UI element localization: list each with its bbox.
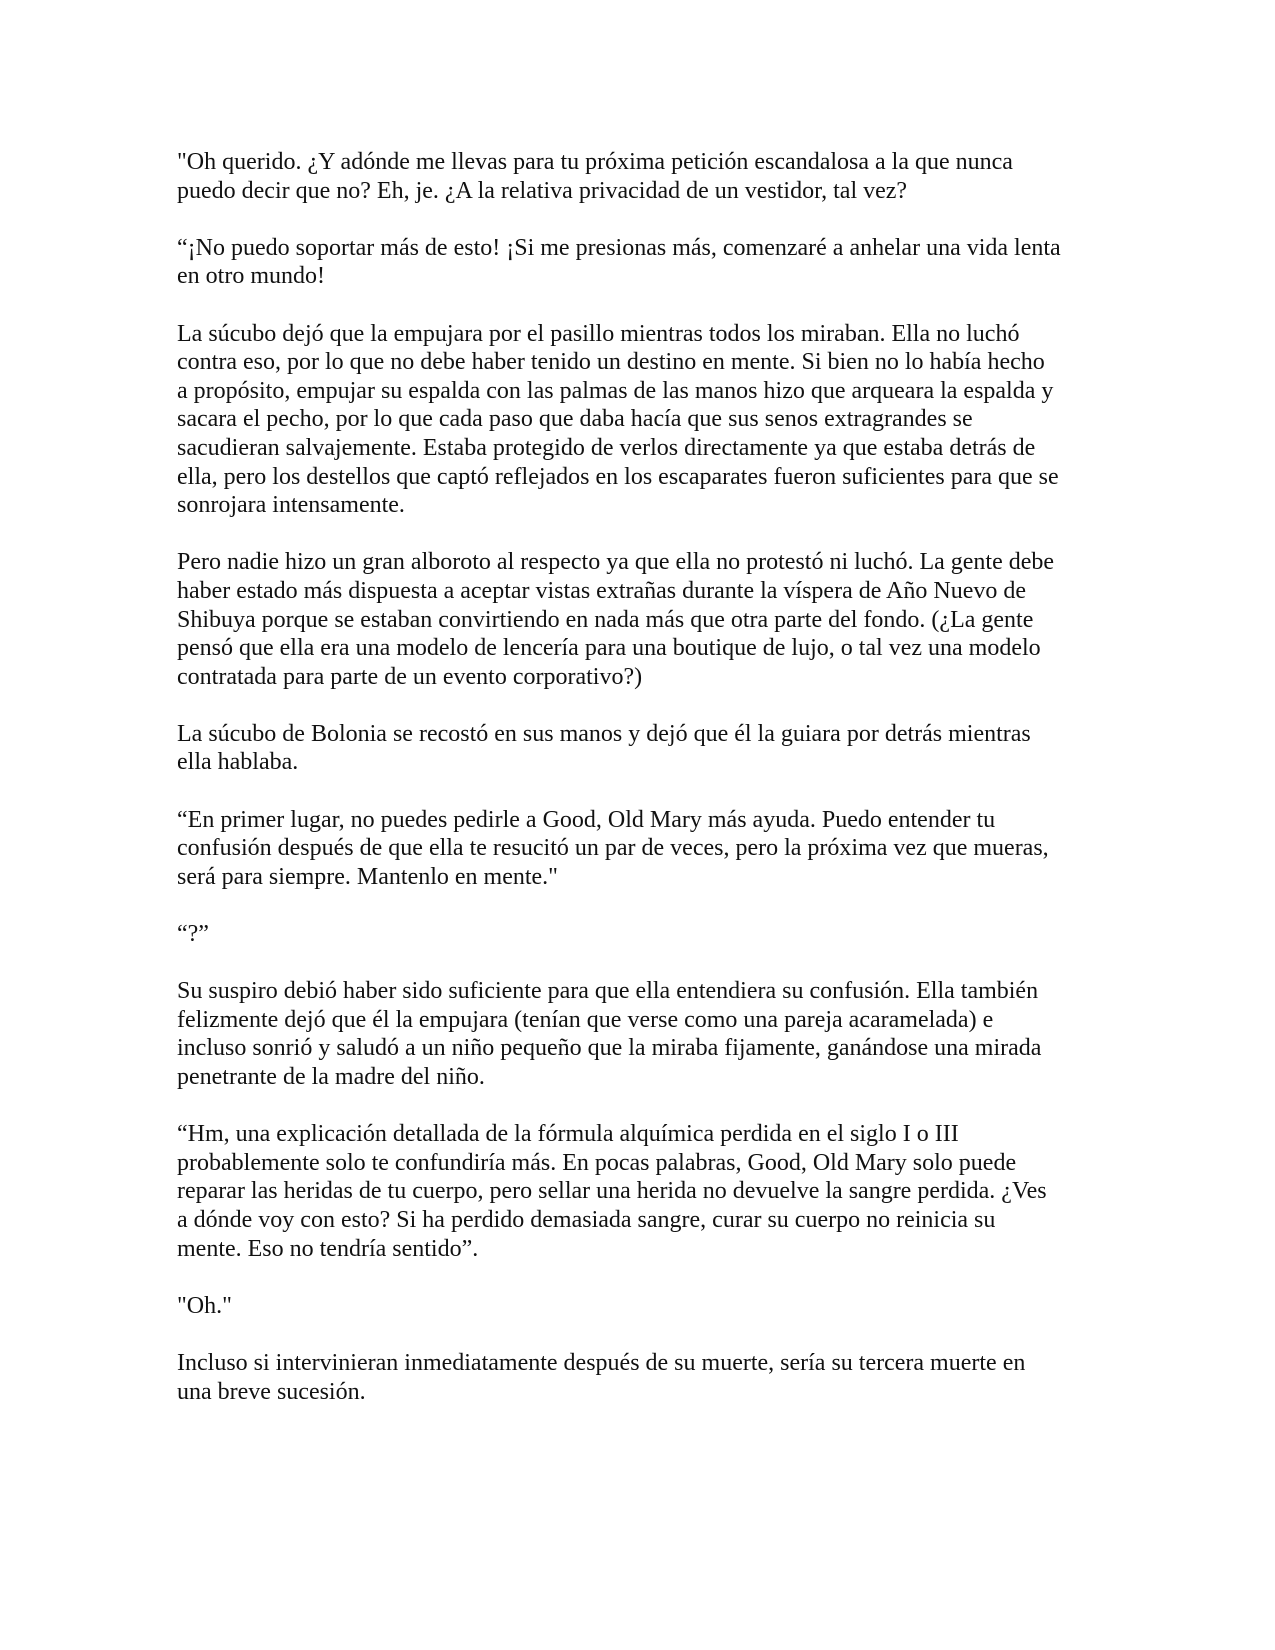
- paragraph: [177, 234, 1177, 291]
- paragraph: [177, 320, 1177, 520]
- text-line: en otro mundo!: [177, 263, 325, 290]
- text-line: sacara el pecho, por lo que cada paso que daba hacía que sus senos extragrandes se: [177, 406, 973, 433]
- text-line: reparar las heridas de tu cuerpo, pero sellar una herida no devuelve la sangre perdida. ¿Ves: [177, 1178, 1047, 1205]
- text-line: “En primer lugar, no puedes pedirle a Good, Old Mary más ayuda. Puedo entender tu: [177, 806, 996, 833]
- text-line: felizmente dejó que él la empujara (tenían que verse como una pareja acaramelada) e: [177, 1006, 994, 1033]
- text-line: incluso sonrió y saludó a un niño pequeño que la miraba fijamente, ganándose una mirada: [177, 1035, 1042, 1062]
- paragraph: [177, 920, 1177, 949]
- text-line: probablemente solo te confundiría más. En pocas palabras, Good, Old Mary solo puede: [177, 1149, 1017, 1176]
- text-line: será para siempre. Mantenlo en mente.": [177, 863, 558, 890]
- text-line: pensó que ella era una modelo de lencería para una boutique de lujo, o tal vez una modelo: [177, 635, 1041, 662]
- text-line: "Oh querido. ¿Y adónde me llevas para tu próxima petición escandalosa a la que nunca: [177, 149, 1013, 175]
- text-line: Su suspiro debió haber sido suficiente para que ella entendiera su confusión. Ella también: [177, 978, 1039, 1005]
- text-line: “¡No puedo soportar más de esto! ¡Si me presionas más, comenzaré a anhelar una vida lenta: [177, 234, 1061, 261]
- text-line: La súcubo de Bolonia se recostó en sus manos y dejó que él la guiara por detrás mientras: [177, 720, 1031, 747]
- text-line: confusión después de que ella te resucitó un par de veces, pero la próxima vez que mueras,: [177, 835, 1049, 862]
- paragraph: [177, 720, 1177, 777]
- text-line: penetrante de la madre del niño.: [177, 1064, 485, 1090]
- text-line: “?”: [177, 921, 209, 948]
- text-line: sacudieran salvajemente. Estaba protegido de verlos directamente ya que estaba detrás de: [177, 434, 1036, 461]
- text-line: "Oh.": [177, 1292, 232, 1319]
- paragraph: [177, 548, 1177, 691]
- text-line: Shibuya porque se estaban convirtiendo en nada más que otra parte del fondo. (¿La gente: [177, 606, 1034, 633]
- text-line: ella, pero los destellos que captó reflejados en los escaparates fueron suficientes para que se: [177, 463, 1059, 490]
- text-line: Pero nadie hizo un gran alboroto al respecto ya que ella no protestó ni luchó. La gente debe: [177, 549, 1055, 576]
- text-line: haber estado más dispuesta a aceptar vistas extrañas durante la víspera de Año Nuevo de: [177, 577, 1027, 604]
- text-line: mente. Eso no tendría sentido”.: [177, 1235, 479, 1262]
- paragraph: [177, 977, 1177, 1091]
- paragraph: [177, 148, 1177, 205]
- text-line: “Hm, una explicación detallada de la fórmula alquímica perdida en el siglo I o III: [177, 1121, 959, 1148]
- text-line: ella hablaba.: [177, 749, 299, 776]
- text-line: a propósito, empujar su espalda con las palmas de las manos hizo que arqueara la espalda y: [177, 377, 1054, 404]
- paragraph: [177, 806, 1177, 892]
- text-line: La súcubo dejó que la empujara por el pasillo mientras todos los miraban. Ella no luchó: [177, 320, 1020, 347]
- text-line: Incluso si intervinieran inmediatamente después de su muerte, sería su tercera muerte en: [177, 1349, 1026, 1376]
- text-line: una breve sucesión.: [177, 1378, 366, 1405]
- paragraph: [177, 1292, 1177, 1321]
- text-line: contratada para parte de un evento corporativo?): [177, 663, 643, 690]
- text-line: contra eso, por lo que no debe haber tenido un destino en mente. Si bien no lo había hecho: [177, 349, 1045, 376]
- document-page: [177, 148, 1177, 1435]
- paragraph: [177, 1349, 1177, 1406]
- text-line: sonrojara intensamente.: [177, 492, 405, 519]
- paragraph: [177, 1120, 1177, 1263]
- text-line: a dónde voy con esto? Si ha perdido demasiada sangre, curar su cuerpo no reinicia su: [177, 1206, 996, 1233]
- text-line: puedo decir que no? Eh, je. ¿A la relativa privacidad de un vestidor, tal vez?: [177, 177, 908, 204]
